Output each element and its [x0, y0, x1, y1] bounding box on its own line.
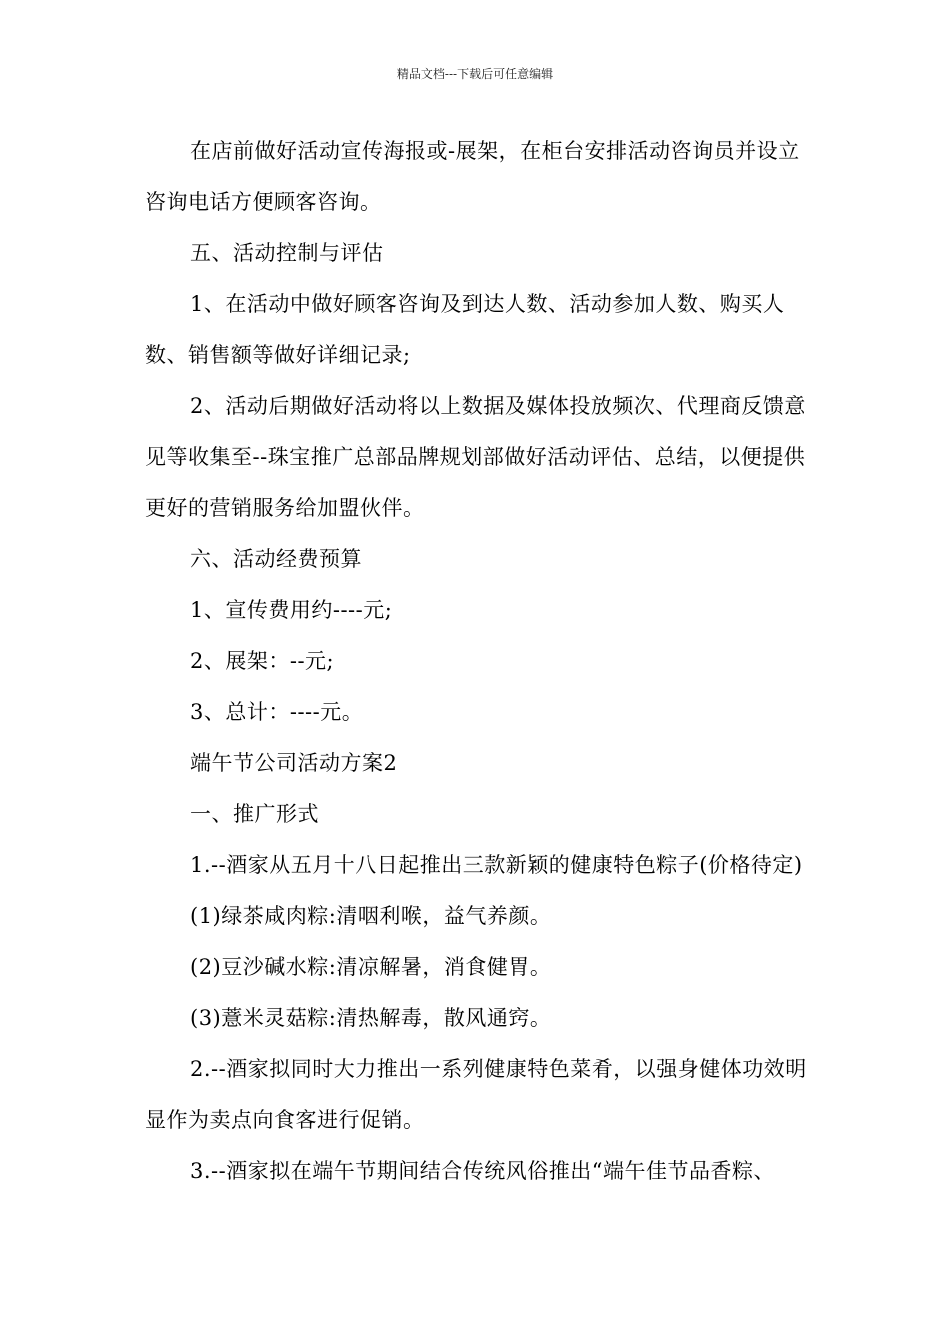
section-heading-promotion-form: 一、推广形式: [190, 802, 319, 826]
budget-item-publicity: 1、宣传费用约----元;: [190, 598, 393, 622]
section-heading-control-evaluation: 五、活动控制与评估: [190, 241, 384, 265]
budget-item-total: 3、总计：----元。: [190, 700, 364, 724]
paragraph-evaluation-summary: 2、活动后期做好活动将以上数据及媒体投放频次、代理商反馈意见等收集至--珠宝推广总部品牌规划部做好活动评估、总结，以便提供更好的营销服务给加盟伙伴。: [145, 394, 806, 520]
paragraph-zongzi-launch: 1.--酒家从五月十八日起推出三款新颖的健康特色粽子(价格待定): [190, 853, 803, 877]
list-item-green-tea-zongzi: (1)绿茶咸肉粽:清咽利喉，益气养颜。: [190, 904, 552, 928]
paragraph-promotion-setup: 在店前做好活动宣传海报或-展架，在柜台安排活动咨询员并设立咨询电话方便顾客咨询。: [145, 139, 800, 214]
page-header: 精品文档---下载后可任意编辑: [396, 67, 554, 81]
section-heading-budget: 六、活动经费预算: [190, 547, 362, 571]
paragraph-traditional-customs: 3.--酒家拟在端午节期间结合传统风俗推出“端午佳节品香粽、: [190, 1159, 775, 1183]
paragraph-record-data: 1、在活动中做好顾客咨询及到达人数、活动参加人数、购买人数、销售额等做好详细记录;: [145, 292, 785, 367]
list-item-bean-paste-zongzi: (2)豆沙碱水粽:清凉解暑，消食健胃。: [190, 955, 552, 979]
budget-item-display-rack: 2、展架：--元;: [190, 649, 335, 673]
list-item-barley-mushroom-zongzi: (3)薏米灵菇粽:清热解毒，散风通窍。: [190, 1006, 552, 1030]
document-subtitle: 端午节公司活动方案2: [190, 751, 398, 775]
paragraph-healthy-dishes: 2.--酒家拟同时大力推出一系列健康特色菜肴，以强身健体功效明显作为卖点向食客进行促销。: [145, 1057, 807, 1132]
document-body: [145, 126, 810, 1197]
